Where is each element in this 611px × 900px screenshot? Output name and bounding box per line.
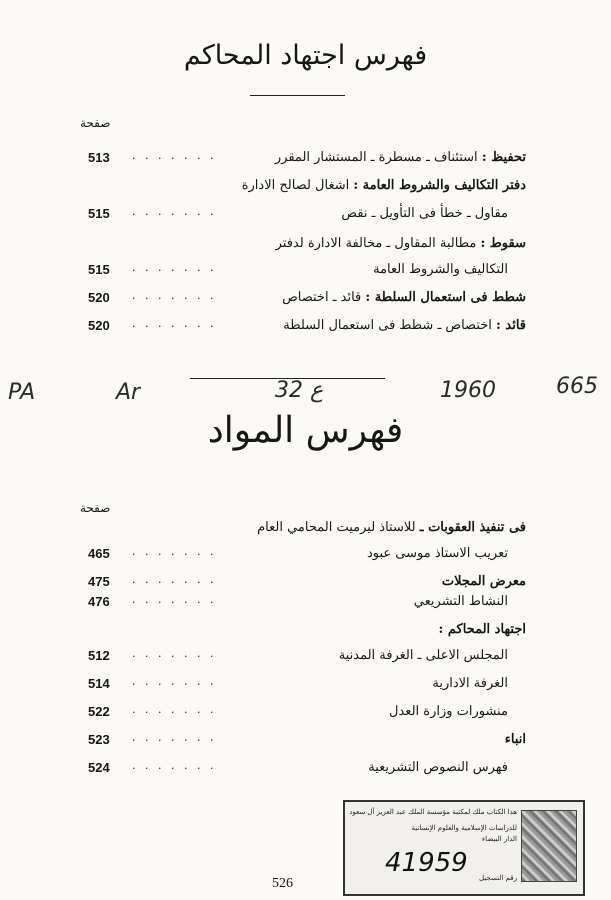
section1-title: فهرس اجتهاد المحاكم (183, 40, 428, 71)
handwritten-note-right: 665 (556, 374, 598, 399)
index1-entry-term: شطط فى استعمال السلطة : (365, 290, 526, 305)
index1-entry-leader-dots: . . . . . . . (132, 205, 217, 218)
index2-entry-page: 465 (88, 546, 110, 561)
index2-entry (86, 520, 526, 535)
index1-entry-term: سقوط : (480, 236, 526, 251)
index2-entry-leader-dots: . . . . . . . (132, 545, 217, 558)
index1-entry (86, 178, 526, 193)
page-number: 526 (272, 876, 293, 891)
title-underline (250, 95, 345, 96)
stamp-line-3: الدار البيضاء (481, 835, 517, 843)
stamp-line-2: للدراسات الإسلامية والعلوم الإنسانية (411, 824, 517, 832)
page-column-header-2: صفحة (80, 501, 111, 515)
index1-entry-text: استئناف ـ مسطرة ـ المستشار المقرر (274, 150, 478, 165)
index2-entry-leader-dots: . . . . . . . (132, 731, 217, 744)
index1-entry-term: دفتر التكاليف والشروط العامة : (353, 178, 526, 193)
index2-entry-page: 476 (88, 594, 110, 609)
index2-entry-page: 512 (88, 648, 110, 663)
index2-entry-leader-dots: . . . . . . . (132, 675, 217, 688)
index1-entry-text: مطالبة المقاول ـ مخالفة الادارة لدفتر (275, 236, 477, 251)
index2-entry-page: 514 (88, 676, 110, 691)
index1-entry (86, 236, 526, 251)
index2-entry-text: منشورات وزارة العدل (389, 704, 508, 719)
index1-entry-page: 513 (88, 150, 110, 165)
index2-entry-leader-dots: . . . . . . . (132, 647, 217, 660)
index2-entry-text: للاستاذ ليرميت المحامي العام (257, 520, 416, 535)
index1-entry-page: 515 (88, 262, 110, 277)
index1-entry-page: 520 (88, 318, 110, 333)
library-stamp (343, 800, 585, 896)
index2-entry-text: فهرس النصوص التشريعية (368, 760, 508, 775)
handwritten-note-left-mid: Ar (116, 380, 141, 405)
index2-entry-page: 523 (88, 732, 110, 747)
handwritten-note-center: 32 ع (275, 378, 324, 403)
index2-entry-page: 475 (88, 574, 110, 589)
index1-entry-term: قائد : (496, 318, 526, 333)
index2-entry-leader-dots: . . . . . . . (132, 759, 217, 772)
index1-entry-text: اشغال لصالح الادارة (241, 178, 350, 193)
stamp-line-1: هذا الكتاب ملك لمكتبة مؤسسة الملك عبد العزيز آل سعود (349, 808, 517, 816)
index2-entry-text: النشاط التشريعي (413, 594, 508, 609)
index1-entry-text: اختصاص ـ شطط فى استعمال السلطة (283, 318, 492, 333)
index2-entry-leader-dots: . . . . . . . (132, 573, 217, 586)
handwritten-note-left: PA (8, 380, 36, 405)
index2-entry-term: انباء (504, 732, 526, 747)
index2-entry-leader-dots: . . . . . . . (132, 703, 217, 716)
stamp-registration-label: رقم التسجيل (479, 874, 517, 882)
index2-entry-leader-dots: . . . . . . . (132, 593, 217, 606)
handwritten-note-year: 1960 (440, 378, 496, 403)
index1-entry-leader-dots: . . . . . . . (132, 289, 217, 302)
registration-number: 41959 (385, 848, 468, 878)
index1-entry-text: قائد ـ اختصاص (282, 290, 362, 305)
index2-entry-text: تعريب الاستاذ موسى عبود (366, 546, 508, 561)
index2-entry (86, 622, 526, 637)
index2-entry-text: الغرفة الادارية (432, 676, 508, 691)
stamp-photo-image (521, 810, 577, 882)
index2-entry-term: اجتهاد المحاكم : (438, 622, 526, 637)
section2-title: فهرس المواد (207, 410, 404, 451)
index1-entry-text: مقاول ـ خطأ فى التأويل ـ نقص (341, 206, 508, 221)
page-column-header: صفحة (80, 116, 111, 130)
index1-entry-leader-dots: . . . . . . . (132, 149, 217, 162)
index1-entry-term: تحفيظ : (481, 150, 526, 165)
index1-entry-page: 520 (88, 290, 110, 305)
index2-entry-page: 524 (88, 760, 110, 775)
index1-entry-leader-dots: . . . . . . . (132, 317, 217, 330)
index1-entry-leader-dots: . . . . . . . (132, 261, 217, 274)
index1-entry-page: 515 (88, 206, 110, 221)
index2-entry-term: فى تنفيذ العقوبات ـ (419, 520, 526, 535)
index1-entry-text: التكاليف والشروط العامة (373, 262, 508, 277)
index2-entry-page: 522 (88, 704, 110, 719)
index2-entry-text: المجلس الاعلى ـ الغرفة المدنية (338, 648, 508, 663)
index2-entry-term: معرض المجلات (441, 574, 526, 589)
